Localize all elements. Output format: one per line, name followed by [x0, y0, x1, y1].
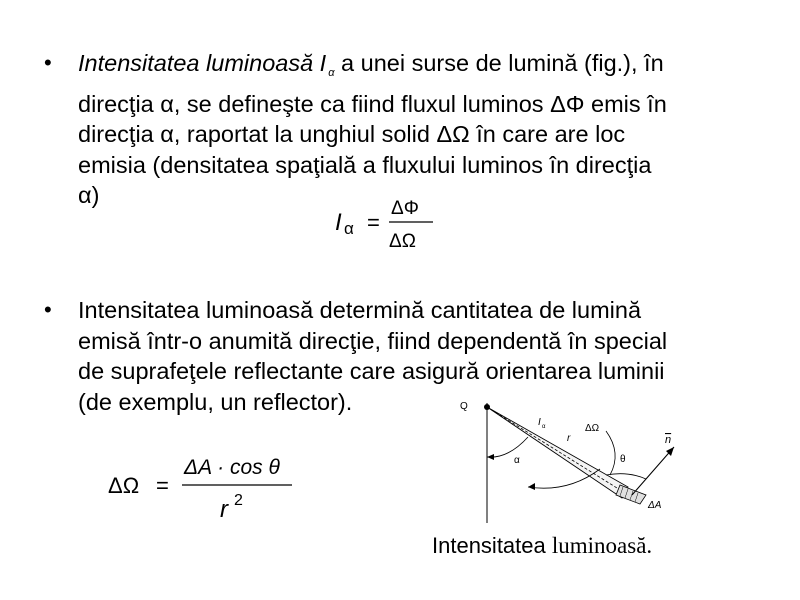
formula2-denominator: r	[220, 496, 228, 523]
distance-label: r	[567, 433, 571, 444]
bullet-definition	[44, 48, 778, 211]
bullet1-line4: emisia (densitatea spaţială a fluxului luminos în direcţia	[78, 151, 652, 178]
formula1-numerator: ΔΦ	[391, 198, 419, 219]
luminous-intensity-figure	[450, 395, 700, 530]
beam-arrowhead-icon	[528, 483, 535, 490]
bullet1-line3: direcţia α, raportat la unghiul solid ΔΩ în care are loc	[78, 121, 626, 147]
caption-part2: luminoasă.	[551, 533, 653, 558]
formula1-equals: =	[367, 210, 380, 235]
formula-solid-angle	[100, 445, 310, 530]
term-subscript: α	[328, 67, 335, 79]
intensity-sub: α	[542, 424, 546, 430]
bullet1-line1-rest: a unei surse de lumină (fig.), în	[334, 50, 664, 76]
intensity-label: I	[538, 417, 541, 428]
formula2-equals: =	[156, 473, 169, 498]
normal-vector	[632, 447, 674, 495]
bullet1-line2: direcţia α, se defineşte ca fiind fluxul luminos ΔΦ emis în	[78, 90, 667, 117]
formula2-lhs: ΔΩ	[108, 473, 140, 498]
term-intensity: Intensitatea luminoasă I	[78, 50, 327, 76]
bullet2-line1: Intensitatea luminoasă determină cantitatea de lumină	[78, 297, 642, 323]
angle-theta: θ	[620, 454, 626, 465]
bullet-dot-icon: •	[44, 297, 52, 322]
bullet2-line2: emisă într-o anumită direcţie, fiind dependentă în special	[78, 327, 668, 354]
area-label: ΔA	[648, 500, 662, 511]
angle-alpha: α	[514, 455, 520, 466]
formula-intensity	[325, 188, 445, 258]
bullet2-line4: (de exemplu, un reflector).	[78, 388, 353, 415]
alpha-arrow-icon	[487, 454, 494, 460]
solid-angle-label: ΔΩ	[585, 423, 600, 434]
formula2-numerator: ΔA · cos θ	[184, 456, 280, 479]
source-label: Q	[460, 401, 468, 412]
formula1-lhs: I	[335, 209, 342, 236]
bullet2-line3: de suprafeţele reflectante care asigură orientarea luminii	[78, 358, 665, 384]
solid-angle-arc	[606, 431, 615, 475]
alpha-arc	[487, 437, 528, 457]
bullet1-line5: α)	[78, 182, 100, 208]
normal-label: n	[665, 434, 672, 446]
bullet1-line1	[78, 48, 778, 89]
figure-caption	[432, 533, 652, 559]
bullet-dot-icon: •	[44, 50, 52, 75]
formula2-denominator-exp: 2	[234, 492, 243, 509]
formula1-lhs-sub: α	[344, 219, 354, 238]
formula1-denominator: ΔΩ	[389, 231, 416, 252]
caption-part1: Intensitatea	[432, 533, 552, 558]
